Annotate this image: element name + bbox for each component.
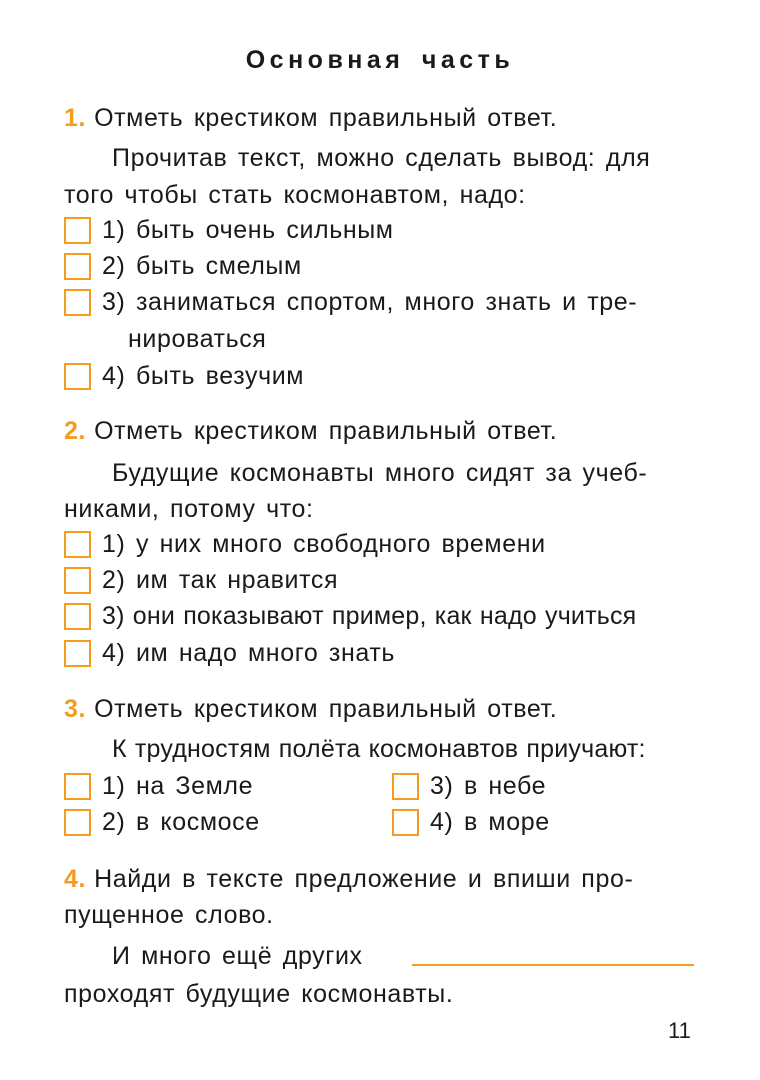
task-3-option-1-checkbox[interactable] <box>64 773 91 800</box>
section-heading: Основная часть <box>245 46 515 74</box>
task-3-option-2-label: 2) в космосе <box>102 808 260 836</box>
task-2-question-line-1: Будущие космонавты много сидят за учеб- <box>112 459 648 487</box>
task-2-option-1-label: 1) у них много свободного времени <box>102 530 546 558</box>
task-2-number: 2. <box>64 417 87 445</box>
task-1-number: 1. <box>64 104 87 132</box>
task-2-question-line-2: никами, потому что: <box>64 495 314 523</box>
task-1-instruction: 1. Отметь крестиком правильный ответ. <box>64 104 558 132</box>
task-4-answer-blank[interactable] <box>412 964 694 966</box>
page-number: 11 <box>668 1018 691 1043</box>
task-1-option-4-checkbox[interactable] <box>64 363 91 390</box>
task-2-option-1-checkbox[interactable] <box>64 531 91 558</box>
task-4-instruction-line-1: 4. Найди в тексте предложение и впиши про- <box>64 865 634 893</box>
task-1-question-line-1: Прочитав текст, можно сделать вывод: для <box>112 144 651 172</box>
task-3-option-1-label: 1) на Земле <box>102 772 254 800</box>
task-3-option-4-label: 4) в море <box>430 808 550 836</box>
task-4-number: 4. <box>64 865 87 893</box>
task-1-option-2-label: 2) быть смелым <box>102 252 302 280</box>
task-4-sentence-end: проходят будущие космонавты. <box>64 980 454 1008</box>
task-2-option-4-label: 4) им надо много знать <box>102 639 396 667</box>
task-3-question-line-1: К трудностям полёта космонавтов приучают: <box>112 735 646 763</box>
task-1-option-1-label: 1) быть очень сильным <box>102 216 394 244</box>
task-2-instruction: 2. Отметь крестиком правильный ответ. <box>64 417 558 445</box>
task-3-option-3-label: 3) в небе <box>430 772 547 800</box>
task-4-sentence-start: И много ещё других <box>112 942 363 970</box>
task-3-number: 3. <box>64 695 87 723</box>
task-2-option-4-checkbox[interactable] <box>64 640 91 667</box>
task-3-instruction: 3. Отметь крестиком правильный ответ. <box>64 695 558 723</box>
task-3-option-4-checkbox[interactable] <box>392 809 419 836</box>
task-1-question-line-2: того чтобы стать космонавтом, надо: <box>64 181 526 209</box>
task-2-option-3-label: 3) они показывают пример, как надо учиться <box>102 602 637 630</box>
task-1-option-1-checkbox[interactable] <box>64 217 91 244</box>
task-2-option-2-label: 2) им так нравится <box>102 566 339 594</box>
task-3-option-3-checkbox[interactable] <box>392 773 419 800</box>
task-1-option-3-label: 3) заниматься спортом, много знать и тре- <box>102 288 638 316</box>
task-2-option-3-checkbox[interactable] <box>64 603 91 630</box>
task-4-instruction-line-2: пущенное слово. <box>64 901 274 929</box>
task-2-option-2-checkbox[interactable] <box>64 567 91 594</box>
task-3-option-2-checkbox[interactable] <box>64 809 91 836</box>
task-1-option-2-checkbox[interactable] <box>64 253 91 280</box>
task-1-option-4-label: 4) быть везучим <box>102 362 305 390</box>
task-1-option-3-continuation: нироваться <box>128 325 267 353</box>
task-1-option-3-checkbox[interactable] <box>64 289 91 316</box>
